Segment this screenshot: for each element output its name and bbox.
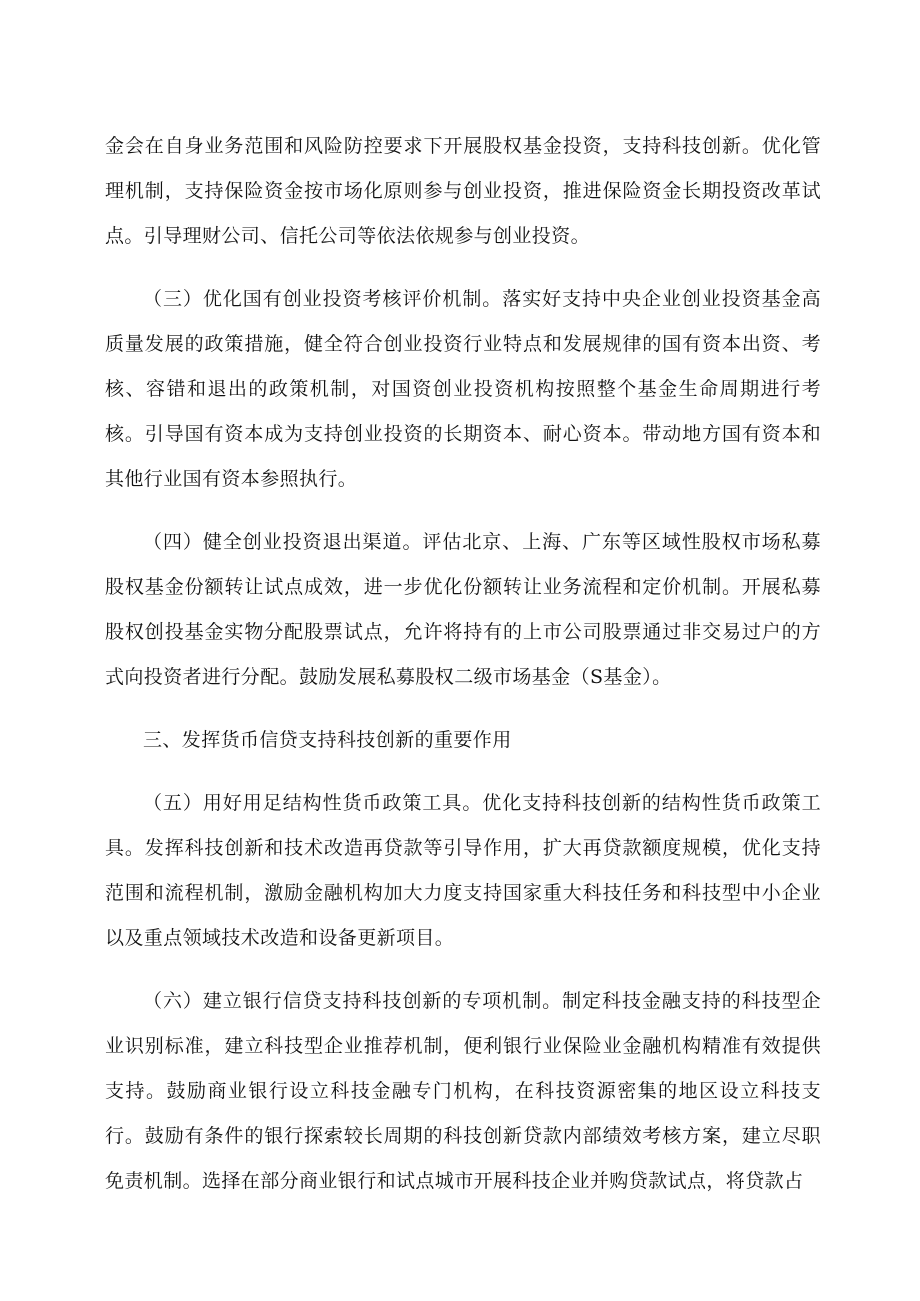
document-page [105, 124, 821, 1222]
section-heading-monetary-credit: 三、发挥货币信贷支持科技创新的重要作用 [143, 729, 512, 751]
paragraph-structural-monetary-tools: （五）用好用足结构性货币政策工具。优化支持科技创新的结构性货币政策工具。发挥科技创新和技术改造再贷款等引导作用，扩大再贷款额度规模，优化支持范围和流程机制，激励金融机构加大力度支持国家重大科技任务和科技型中小企业以及重点领域技术改造和设备更新项目。 [105, 792, 821, 949]
paragraph-bank-credit-mechanism: （六）建立银行信贷支持科技创新的专项机制。制定科技金融支持的科技型企业识别标准，建立科技型企业推荐机制，便利银行业保险业金融机构精准有效提供支持。鼓励商业银行设立科技金融专门机构，在科技资源密集的地区设立科技支行。鼓励有条件的银行探索较长周期的科技创新贷款内部绩效考核方案，建立尽职免责机制。选择在部分商业银行和试点城市开展科技企业并购贷款试点，将贷款占 [105, 990, 821, 1192]
paragraph-exit-channels: （四）健全创业投资退出渠道。评估北京、上海、广东等区域性股权市场私募股权基金份额转让试点成效，进一步优化份额转让业务流程和定价机制。开展私募股权创投基金实物分配股票试点，允许将持有的上市公司股票通过非交易过户的方式向投资者进行分配。鼓励发展私募股权二级市场基金（S基金）。 [105, 531, 821, 688]
paragraph-state-capital-evaluation: （三）优化国有创业投资考核评价机制。落实好支持中央企业创业投资基金高质量发展的政策措施，健全符合创业投资行业特点和发展规律的国有资本出资、考核、容错和退出的政策机制，对国资创业投资机构按照整个基金生命周期进行考核。引导国有资本成为支持创业投资的长期资本、耐心资本。带动地方国有资本和其他行业国有资本参照执行。 [105, 288, 821, 490]
paragraph-insurance-funds: 金会在自身业务范围和风险防控要求下开展股权基金投资，支持科技创新。优化管理机制，支持保险资金按市场化原则参与创业投资，推进保险资金长期投资改革试点。引导理财公司、信托公司等依法依规参与创业投资。 [105, 135, 821, 247]
